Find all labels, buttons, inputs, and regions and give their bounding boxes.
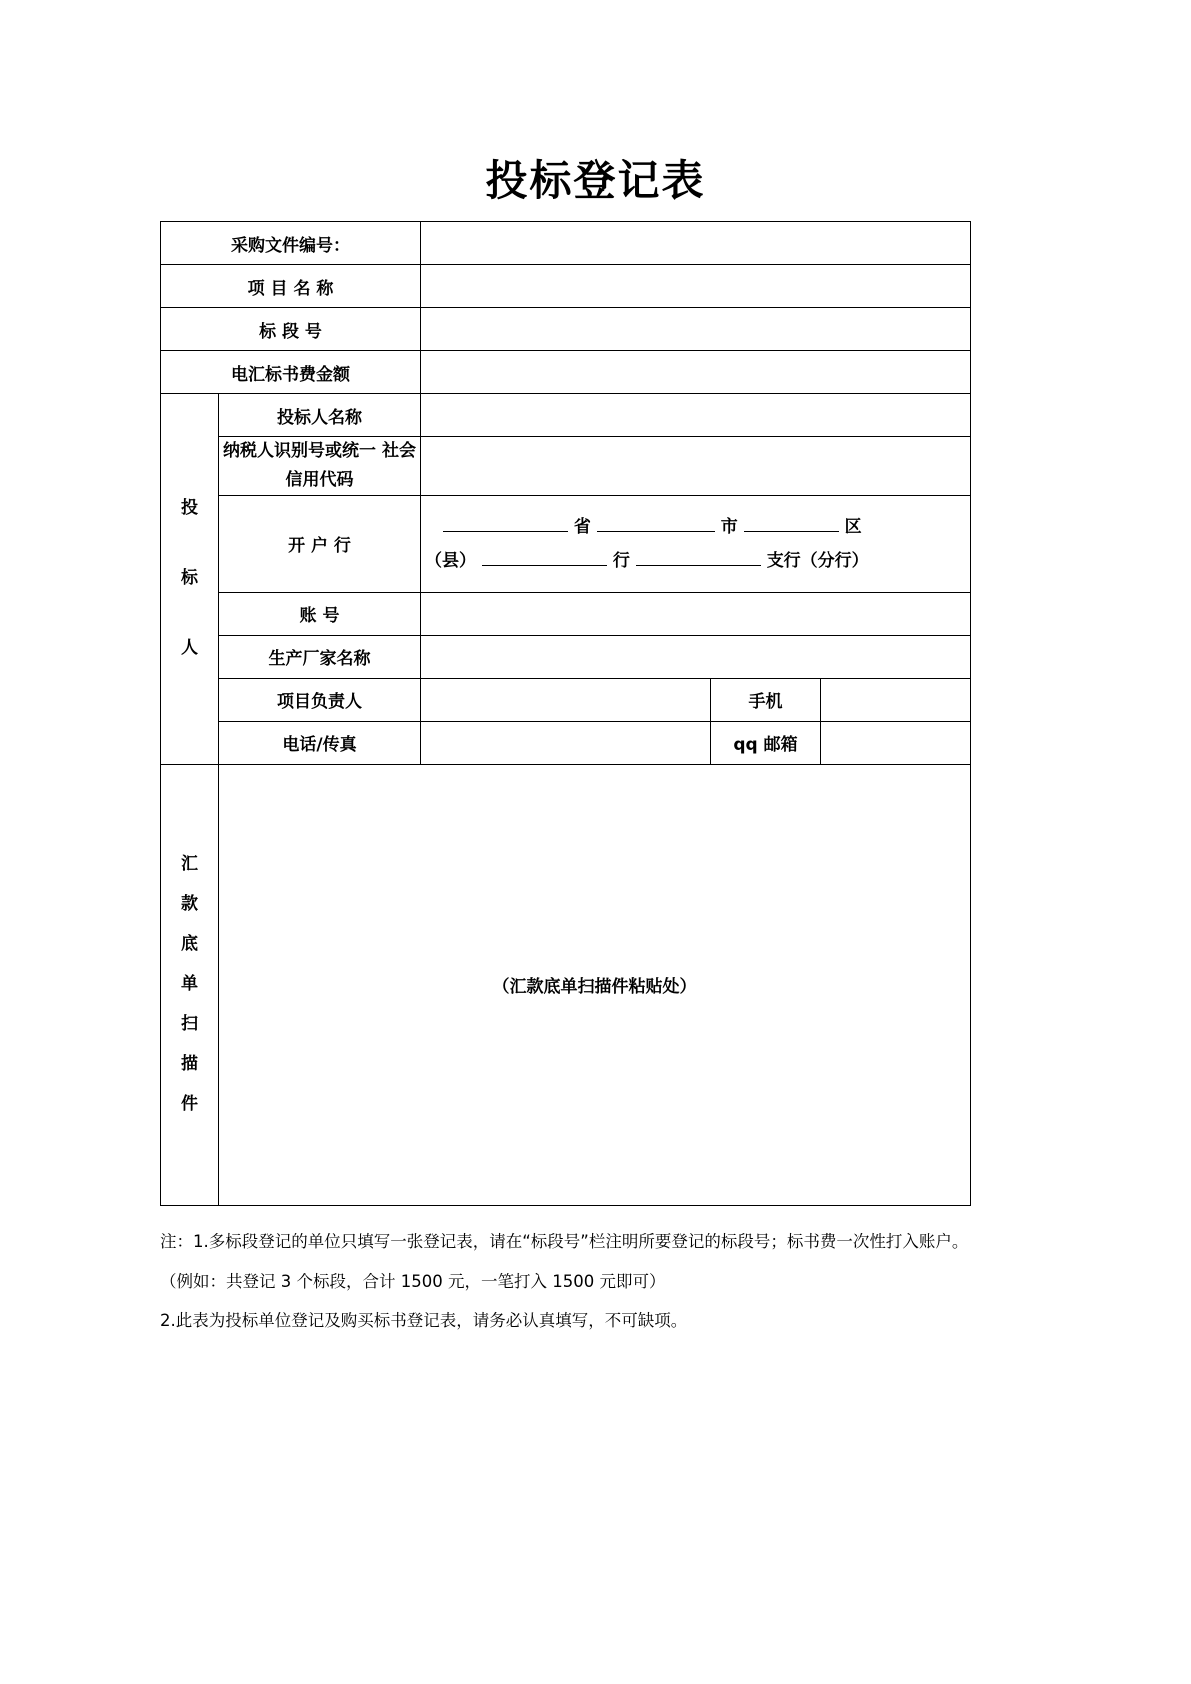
receipt-side-char-3: 底: [181, 933, 198, 954]
bidder-name-value[interactable]: [421, 394, 971, 437]
receipt-side-char-1: 汇: [181, 854, 198, 874]
account-label: 账 号: [219, 592, 421, 635]
table-row-wire-fee: [161, 351, 971, 394]
mobile-label: 手机: [711, 678, 821, 721]
receipt-side-char-7: 件: [181, 1093, 198, 1114]
bidder-side-char-2: 标: [181, 568, 198, 589]
section-no-value[interactable]: [421, 308, 971, 351]
receipt-side-char-5: 扫: [181, 1013, 198, 1034]
page-title: 投标登记表: [485, 156, 706, 205]
note-line-1: 注：1.多标段登记的单位只填写一张登记表，请在“标段号”栏注明所要登记的标段号；标书费一次性打入账户。: [160, 1232, 969, 1251]
table-row-taxpayer: [161, 437, 971, 496]
receipt-side-char-2: 款: [181, 893, 198, 914]
bidder-side-char-1: 投: [181, 498, 198, 519]
mobile-value[interactable]: [821, 678, 971, 721]
bank-branch-label: 支行（分行）: [766, 550, 869, 571]
phone-fax-value[interactable]: [421, 721, 711, 764]
taxpayer-label: [219, 437, 421, 496]
table-row-phone-fax: [161, 721, 971, 764]
bank-province-label: 省: [573, 516, 591, 537]
qq-mail-label: qq 邮箱: [711, 721, 821, 764]
note-line-3: 2.此表为投标单位登记及购买标书登记表，请务必认真填写，不可缺项。: [160, 1311, 688, 1331]
table-row-project-name: [161, 265, 971, 308]
wire-fee-value[interactable]: [421, 351, 971, 394]
table-row-bank: [161, 495, 971, 592]
table-row-project-leader: [161, 678, 971, 721]
wire-fee-label: 电汇标书费金额: [161, 351, 421, 394]
qq-mail-value[interactable]: [821, 721, 971, 764]
manufacturer-value[interactable]: [421, 635, 971, 678]
manufacturer-label: 生产厂家名称: [219, 635, 421, 678]
bank-hang-label: 行: [612, 550, 630, 571]
table-row-doc-no: [161, 222, 971, 265]
table-row-section-no: [161, 308, 971, 351]
bidder-name-label: 投标人名称: [219, 394, 421, 437]
taxpayer-label-line1: 纳税人识别号或统一: [223, 441, 377, 461]
receipt-section-side-label: [161, 764, 219, 1205]
project-name-label: 项 目 名 称: [161, 265, 421, 308]
note-line-2: （例如：共登记 3 个标段，合计 1500 元，一笔打入 1500 元即可）: [160, 1271, 666, 1291]
receipt-side-char-6: 描: [181, 1053, 198, 1074]
bidder-section-side-label: [161, 394, 219, 765]
bank-county-label: （县）: [425, 550, 476, 571]
taxpayer-label-line2: 社会信用代码: [285, 441, 416, 490]
project-leader-value[interactable]: [421, 678, 711, 721]
table-row-account: [161, 592, 971, 635]
notes-section: [160, 1222, 1040, 1341]
bidder-side-char-3: 人: [181, 637, 198, 658]
bid-registration-table: [160, 221, 971, 1206]
bank-label: 开 户 行: [219, 495, 421, 592]
receipt-paste-area[interactable]: （汇款底单扫描件粘贴处）: [219, 764, 971, 1205]
bank-value[interactable]: [421, 495, 971, 592]
table-row-manufacturer: [161, 635, 971, 678]
bank-city-label: 市: [720, 516, 738, 537]
doc-no-label: 采购文件编号：: [161, 222, 421, 265]
project-leader-label: 项目负责人: [219, 678, 421, 721]
table-row-receipt-paste: [161, 764, 971, 1205]
table-row-bidder-name: [161, 394, 971, 437]
account-value[interactable]: [421, 592, 971, 635]
taxpayer-value[interactable]: [421, 437, 971, 496]
bank-district-label: 区: [844, 516, 862, 537]
receipt-side-char-4: 单: [181, 973, 198, 994]
doc-no-value[interactable]: [421, 222, 971, 265]
phone-fax-label: 电话/传真: [219, 721, 421, 764]
section-no-label: 标 段 号: [161, 308, 421, 351]
project-name-value[interactable]: [421, 265, 971, 308]
